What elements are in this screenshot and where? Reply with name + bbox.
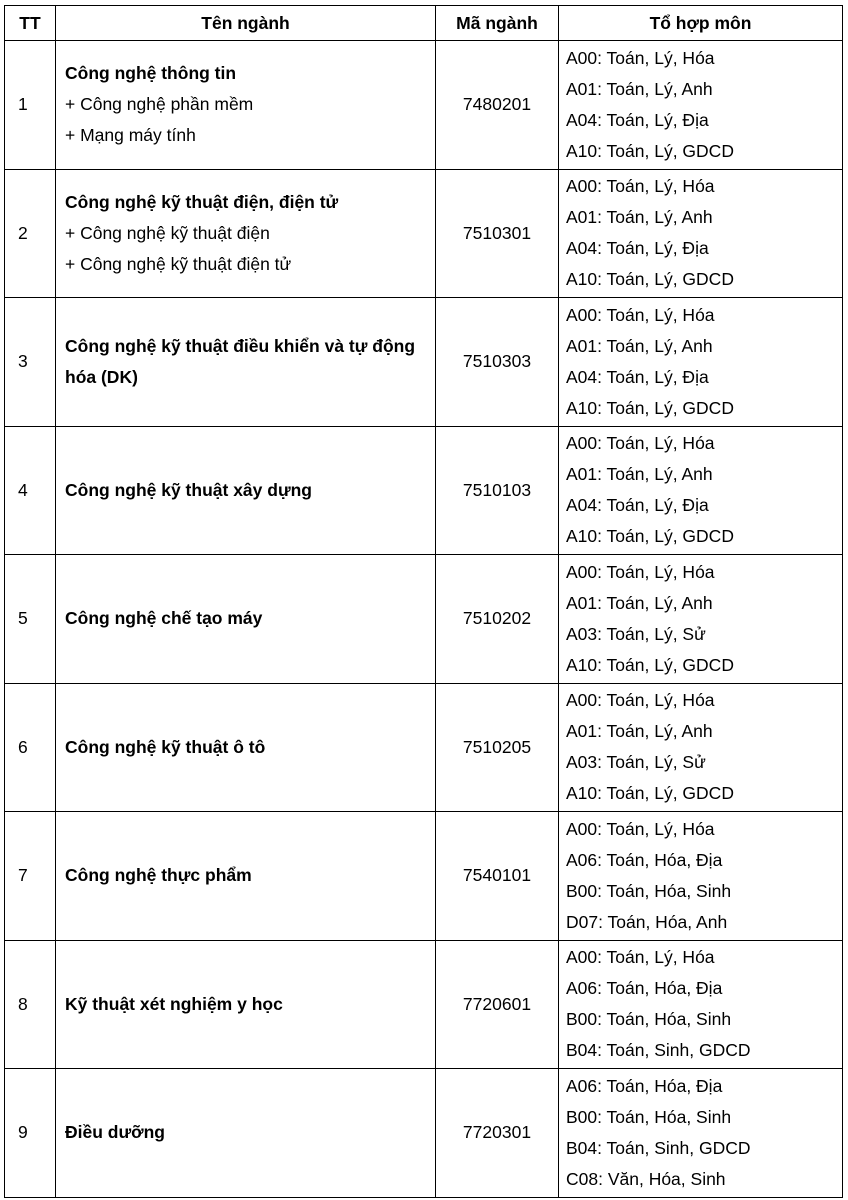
subject-combo: A10: Toán, Lý, GDCD <box>566 654 734 675</box>
majors-table <box>4 5 843 1198</box>
major-name: Kỹ thuật xét nghiệm y học <box>65 993 283 1014</box>
subject-combo: A10: Toán, Lý, GDCD <box>566 269 734 290</box>
major-name: Điều dưỡng <box>65 1122 165 1143</box>
major-name-cell <box>56 41 436 170</box>
table-row <box>5 41 843 170</box>
major-specialization: + Công nghệ phần mềm <box>65 94 254 115</box>
subject-combo: A00: Toán, Lý, Hóa <box>566 947 715 968</box>
major-code: 7510303 <box>436 298 559 427</box>
major-name-cell <box>56 1069 436 1198</box>
row-number: 6 <box>5 683 56 812</box>
subject-combo: A00: Toán, Lý, Hóa <box>566 304 715 325</box>
subject-combo: B00: Toán, Hóa, Sinh <box>566 1106 732 1127</box>
header-tt: TT <box>5 6 56 41</box>
header-row <box>5 6 843 41</box>
subject-combo: A06: Toán, Hóa, Địa <box>566 978 723 999</box>
table-row <box>5 940 843 1069</box>
table-row <box>5 1069 843 1198</box>
subject-combo: A10: Toán, Lý, GDCD <box>566 140 734 161</box>
table-header <box>5 6 843 41</box>
table-row <box>5 426 843 555</box>
subject-combo: A01: Toán, Lý, Anh <box>566 721 713 742</box>
table-row <box>5 298 843 427</box>
major-name: Công nghệ kỹ thuật điều khiển và tự động hóa (DK) <box>65 335 416 387</box>
subject-combo: B04: Toán, Sinh, GDCD <box>566 1040 751 1061</box>
major-name-cell <box>56 683 436 812</box>
subject-combo: A01: Toán, Lý, Anh <box>566 78 713 99</box>
major-name: Công nghệ thông tin <box>65 63 237 84</box>
major-name-cell <box>56 940 436 1069</box>
row-number: 8 <box>5 940 56 1069</box>
subject-combo: A04: Toán, Lý, Địa <box>566 238 709 259</box>
subject-combo: A03: Toán, Lý, Sử <box>566 752 706 773</box>
subject-combo: A10: Toán, Lý, GDCD <box>566 397 734 418</box>
subject-combo: B00: Toán, Hóa, Sinh <box>566 1009 732 1030</box>
major-code: 7720601 <box>436 940 559 1069</box>
subject-combo: A00: Toán, Lý, Hóa <box>566 433 715 454</box>
subject-combo: A10: Toán, Lý, GDCD <box>566 783 734 804</box>
subject-combo: A01: Toán, Lý, Anh <box>566 592 713 613</box>
subject-combo: A00: Toán, Lý, Hóa <box>566 818 715 839</box>
major-code: 7510205 <box>436 683 559 812</box>
major-code: 7480201 <box>436 41 559 170</box>
major-name: Công nghệ chế tạo máy <box>65 608 263 629</box>
major-name-cell <box>56 812 436 941</box>
major-name-cell <box>56 298 436 427</box>
row-number: 4 <box>5 426 56 555</box>
major-specialization: + Mạng máy tính <box>65 125 196 146</box>
table-row <box>5 555 843 684</box>
major-name: Công nghệ kỹ thuật ô tô <box>65 736 266 757</box>
subject-combo: A06: Toán, Hóa, Địa <box>566 1075 723 1096</box>
major-specialization: + Công nghệ kỹ thuật điện tử <box>65 253 292 274</box>
subject-combos-cell <box>559 298 843 427</box>
subject-combo: A10: Toán, Lý, GDCD <box>566 526 734 547</box>
row-number: 2 <box>5 169 56 298</box>
major-code: 7540101 <box>436 812 559 941</box>
subject-combo: A03: Toán, Lý, Sử <box>566 623 706 644</box>
major-name-cell <box>56 555 436 684</box>
subject-combo: B04: Toán, Sinh, GDCD <box>566 1137 751 1158</box>
subject-combo: A00: Toán, Lý, Hóa <box>566 690 715 711</box>
subject-combo: A04: Toán, Lý, Địa <box>566 109 709 130</box>
row-number: 9 <box>5 1069 56 1198</box>
subject-combo: A04: Toán, Lý, Địa <box>566 495 709 516</box>
major-code: 7510202 <box>436 555 559 684</box>
subject-combo: A01: Toán, Lý, Anh <box>566 335 713 356</box>
subject-combo: B00: Toán, Hóa, Sinh <box>566 880 732 901</box>
row-number: 7 <box>5 812 56 941</box>
row-number: 3 <box>5 298 56 427</box>
subject-combo: A06: Toán, Hóa, Địa <box>566 849 723 870</box>
subject-combo: D07: Toán, Hóa, Anh <box>566 911 728 932</box>
subject-combo: A01: Toán, Lý, Anh <box>566 207 713 228</box>
major-name: Công nghệ kỹ thuật xây dựng <box>65 479 312 500</box>
subject-combo: A01: Toán, Lý, Anh <box>566 464 713 485</box>
major-code: 7720301 <box>436 1069 559 1198</box>
major-code: 7510103 <box>436 426 559 555</box>
subject-combo: C08: Văn, Hóa, Sinh <box>566 1168 726 1189</box>
subject-combos-cell <box>559 1069 843 1198</box>
subject-combos-cell <box>559 555 843 684</box>
major-code: 7510301 <box>436 169 559 298</box>
subject-combo: A04: Toán, Lý, Địa <box>566 366 709 387</box>
subject-combo: A00: Toán, Lý, Hóa <box>566 47 715 68</box>
header-major-name: Tên ngành <box>56 6 436 41</box>
table-row <box>5 683 843 812</box>
document-page <box>4 5 843 1198</box>
header-major-code: Mã ngành <box>436 6 559 41</box>
table-row <box>5 812 843 941</box>
subject-combos-cell <box>559 426 843 555</box>
subject-combo: A00: Toán, Lý, Hóa <box>566 561 715 582</box>
subject-combos-cell <box>559 683 843 812</box>
major-name-cell <box>56 426 436 555</box>
table-row <box>5 169 843 298</box>
header-subject-combos: Tổ hợp môn <box>559 6 843 41</box>
subject-combos-cell <box>559 41 843 170</box>
subject-combos-cell <box>559 169 843 298</box>
major-name-cell <box>56 169 436 298</box>
row-number: 1 <box>5 41 56 170</box>
subject-combos-cell <box>559 812 843 941</box>
table-body <box>5 41 843 1198</box>
major-name: Công nghệ kỹ thuật điện, điện tử <box>65 191 339 212</box>
subject-combos-cell <box>559 940 843 1069</box>
subject-combo: A00: Toán, Lý, Hóa <box>566 176 715 197</box>
major-specialization: + Công nghệ kỹ thuật điện <box>65 222 270 243</box>
row-number: 5 <box>5 555 56 684</box>
major-name: Công nghệ thực phẩm <box>65 865 252 886</box>
